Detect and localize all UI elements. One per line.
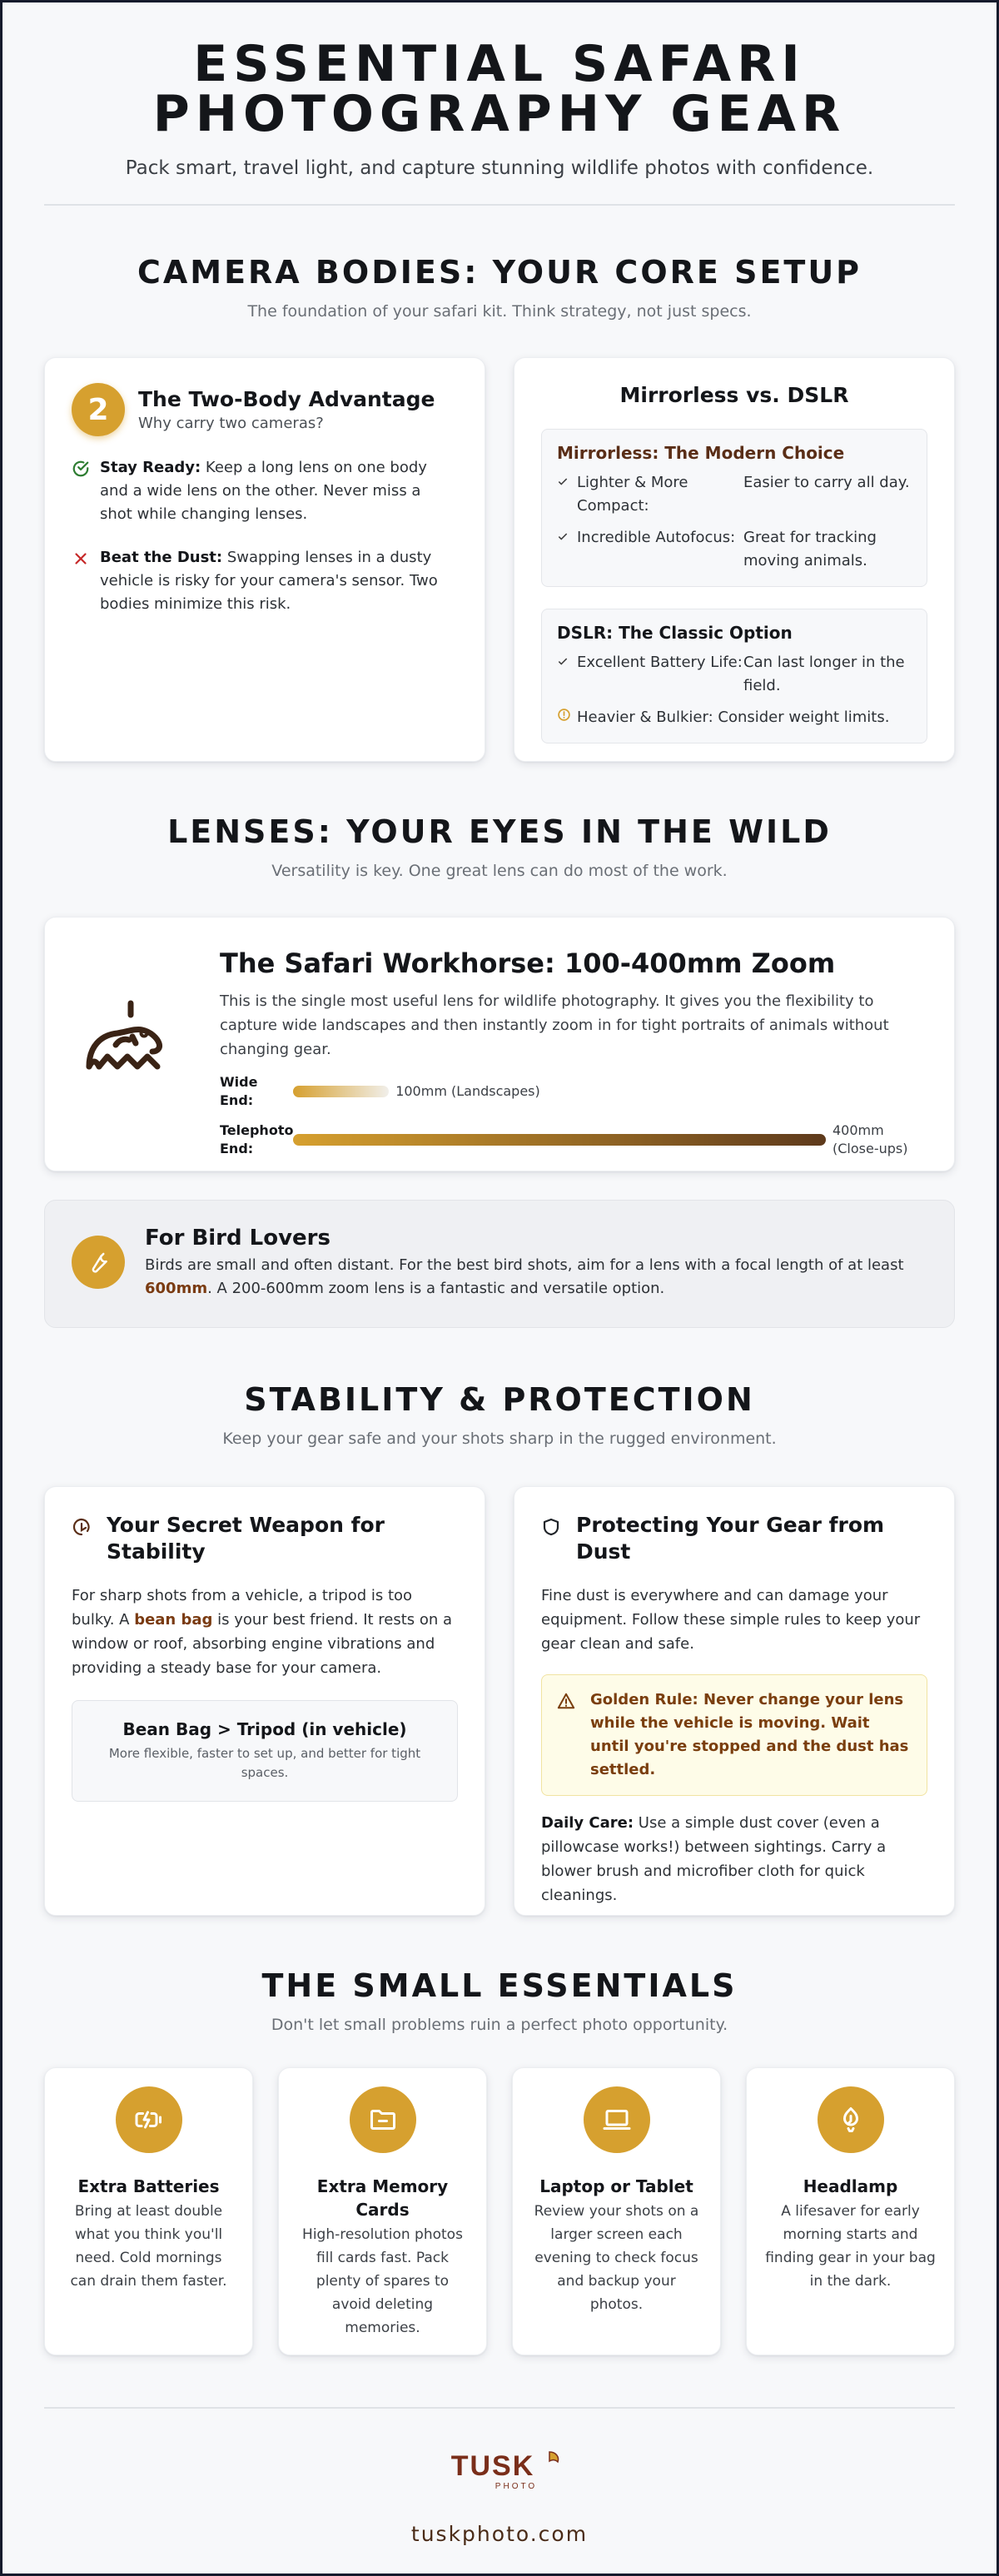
panel-title: Mirrorless: The Modern Choice bbox=[557, 443, 845, 463]
workhorse-lens-card bbox=[44, 917, 955, 1171]
essential-card-memory bbox=[278, 2067, 487, 2355]
section-title: CAMERA BODIES: YOUR CORE SETUP bbox=[137, 254, 862, 291]
section-subtitle: The foundation of your safari kit. Think strategy, not just specs. bbox=[247, 302, 752, 321]
point-label: Stay Ready: bbox=[100, 459, 201, 476]
telephoto-end-fill bbox=[293, 1134, 826, 1146]
checkmark-icon bbox=[557, 471, 577, 495]
dust-protection-card bbox=[514, 1486, 955, 1916]
section-subtitle: Versatility is key. One great lens can do most of the work. bbox=[271, 862, 728, 880]
laptop-icon bbox=[584, 2086, 650, 2153]
callout-title: Bean Bag > Tripod (in vehicle) bbox=[122, 1719, 407, 1739]
bar-caption: 100mm (Landscapes) bbox=[395, 1083, 540, 1099]
hero bbox=[44, 2, 955, 206]
warning-triangle-icon bbox=[557, 1688, 579, 1782]
card-text: This is the single most useful lens for wildlife photography. It gives you the flexibility to capture wide landscapes and then instantly zoom in for tight portraits of animals without changing gear. bbox=[220, 992, 889, 1058]
camera-section bbox=[44, 254, 955, 762]
divider bbox=[44, 204, 955, 206]
essential-card-headlamp bbox=[746, 2067, 955, 2355]
title-line-1: ESSENTIAL SAFARI bbox=[193, 35, 806, 93]
card-title: Mirrorless vs. DSLR bbox=[619, 383, 849, 407]
card-text bbox=[72, 1584, 458, 1680]
checkmark-icon bbox=[557, 651, 577, 674]
section-title: THE SMALL ESSENTIALS bbox=[261, 1967, 738, 2004]
card-title: The Two-Body Advantage bbox=[138, 387, 435, 411]
mirrorless-vs-dslr-card bbox=[514, 357, 955, 762]
highlight-text: 600mm bbox=[145, 1280, 208, 1297]
section-title: LENSES: YOUR EYES IN THE WILD bbox=[167, 813, 832, 850]
page bbox=[2, 2, 997, 2546]
feature-row bbox=[557, 526, 912, 573]
folder-icon bbox=[350, 2086, 416, 2153]
hippo-icon bbox=[78, 947, 190, 1146]
golden-rule-text: Golden Rule: Never change your lens while the vehicle is moving. Wait until you're stopped and the dust has settled. bbox=[590, 1691, 909, 1778]
panel-title: DSLR: The Classic Option bbox=[557, 623, 793, 643]
feature-value: Easier to carry all day. bbox=[743, 474, 910, 491]
essential-title: Laptop or Tablet bbox=[539, 2176, 693, 2196]
section-subtitle: Keep your gear safe and your shots sharp in the rugged environment. bbox=[222, 1430, 777, 1448]
warning-row bbox=[557, 706, 912, 729]
section-title: STABILITY & PROTECTION bbox=[244, 1381, 755, 1418]
bird-lovers-card bbox=[44, 1200, 955, 1328]
check-circle-icon bbox=[72, 456, 90, 526]
text-part: is your best friend. It rests on a window or roof, absorbing engine vibrations and providing a steady base for your camera. bbox=[72, 1611, 453, 1677]
essential-text: Review your shots on a larger screen each evening to check focus and backup your photos. bbox=[534, 2203, 699, 2313]
essential-card-batteries bbox=[44, 2067, 253, 2355]
logo-sub-text: PHOTO bbox=[495, 2482, 538, 2491]
title-line-2: PHOTOGRAPHY GEAR bbox=[152, 85, 847, 143]
lenses-section bbox=[44, 813, 955, 1328]
x-icon bbox=[72, 546, 90, 616]
feature-row bbox=[557, 651, 912, 698]
wrench-icon bbox=[72, 1236, 125, 1289]
number-badge: 2 bbox=[72, 383, 125, 436]
feature-value: Can last longer in the field. bbox=[743, 654, 905, 694]
feature-name: Lighter & More Compact: bbox=[577, 474, 688, 515]
wide-end-fill bbox=[293, 1086, 389, 1097]
warning-text: Heavier & Bulkier: Consider weight limits. bbox=[577, 709, 890, 726]
callout-text: More flexible, faster to set up, and better for tight spaces. bbox=[108, 1746, 421, 1780]
headlamp-icon bbox=[818, 2086, 884, 2153]
bar-caption: 400mm (Close-ups) bbox=[832, 1122, 908, 1156]
battery-charging-icon bbox=[116, 2086, 182, 2153]
checkmark-icon bbox=[557, 526, 577, 550]
comparison-callout bbox=[72, 1700, 458, 1802]
point-stay-ready bbox=[72, 456, 458, 526]
essential-title: Extra Memory Cards bbox=[316, 2176, 449, 2220]
card-title: The Safari Workhorse: 100-400mm Zoom bbox=[220, 947, 836, 979]
text-part: For sharp shots from a vehicle, a tripod is too bulky. A bbox=[72, 1587, 413, 1629]
tusk-icon bbox=[549, 2452, 559, 2462]
point-label: Beat the Dust: bbox=[100, 549, 223, 566]
essential-text: A lifesaver for early morning starts and finding gear in your bag in the dark. bbox=[765, 2203, 936, 2290]
bean-bag-card bbox=[44, 1486, 485, 1916]
care-label: Daily Care: bbox=[541, 1814, 634, 1832]
logo-main-text: TUSK bbox=[450, 2450, 535, 2482]
essentials-section bbox=[44, 1967, 955, 2355]
feature-row bbox=[557, 471, 912, 518]
feature-name: Excellent Battery Life: bbox=[577, 654, 743, 671]
card-subtitle: Why carry two cameras? bbox=[138, 415, 324, 432]
essential-title: Headlamp bbox=[803, 2176, 898, 2196]
card-title: Your Secret Weapon for Stability bbox=[107, 1513, 385, 1564]
feature-name: Incredible Autofocus: bbox=[577, 529, 736, 546]
website-link[interactable]: tuskphoto.com bbox=[410, 2522, 589, 2546]
essential-text: High-resolution photos fill cards fast. Pack plenty of spares to avoid deleting memories. bbox=[302, 2226, 463, 2336]
page-title bbox=[44, 35, 955, 143]
footer bbox=[44, 2409, 955, 2546]
dslr-panel bbox=[541, 609, 927, 743]
card-text: Fine dust is everywhere and can damage your equipment. Follow these simple rules to keep your gear clean and safe. bbox=[541, 1587, 921, 1653]
wide-end-row bbox=[220, 1073, 912, 1110]
daily-care-text bbox=[541, 1811, 927, 1907]
shield-icon bbox=[541, 1512, 566, 1540]
text-part: Birds are small and often distant. For the best bird shots, aim for a lens with a focal length of at least bbox=[145, 1256, 904, 1274]
warning-circle-icon bbox=[557, 706, 577, 729]
section-subtitle: Don't let small problems ruin a perfect photo opportunity. bbox=[271, 2016, 728, 2034]
golden-rule-callout bbox=[541, 1674, 927, 1796]
bar-label: Wide End: bbox=[220, 1074, 258, 1108]
telephoto-end-row bbox=[220, 1121, 912, 1158]
feature-value: Great for tracking moving animals. bbox=[743, 529, 877, 569]
bar-label: Telephoto End: bbox=[220, 1122, 294, 1156]
point-text: Swapping lenses in a dusty vehicle is risky for your camera's sensor. Two bodies minimize this risk. bbox=[100, 549, 438, 613]
text-part: . A 200-600mm zoom lens is a fantastic and versatile option. bbox=[207, 1280, 665, 1297]
essential-text: Bring at least double what you think you'll need. Cold mornings can drain them faster. bbox=[70, 2203, 227, 2290]
essential-card-laptop bbox=[512, 2067, 721, 2355]
essential-title: Extra Batteries bbox=[77, 2176, 220, 2196]
point-text: Keep a long lens on one body and a wide lens on the other. Never miss a shot while changing lenses. bbox=[100, 459, 427, 523]
card-title: Protecting Your Gear from Dust bbox=[576, 1513, 885, 1564]
card-text bbox=[145, 1254, 927, 1300]
card-title: For Bird Lovers bbox=[145, 1226, 331, 1251]
tusk-logo bbox=[425, 2447, 574, 2494]
point-beat-dust bbox=[72, 546, 458, 616]
two-body-card bbox=[44, 357, 485, 762]
stability-section bbox=[44, 1381, 955, 1916]
highlight-text: bean bag bbox=[134, 1611, 213, 1629]
care-body: Use a simple dust cover (even a pillowcase works!) between sightings. Carry a blower brush and microfiber cloth for quick cleanings. bbox=[541, 1814, 887, 1904]
wide-end-bar bbox=[293, 1086, 389, 1097]
page-subtitle: Pack smart, travel light, and capture stunning wildlife photos with confidence. bbox=[125, 157, 874, 179]
telephoto-end-bar bbox=[293, 1134, 826, 1146]
mirrorless-panel bbox=[541, 429, 927, 587]
beanbag-icon bbox=[72, 1512, 97, 1540]
